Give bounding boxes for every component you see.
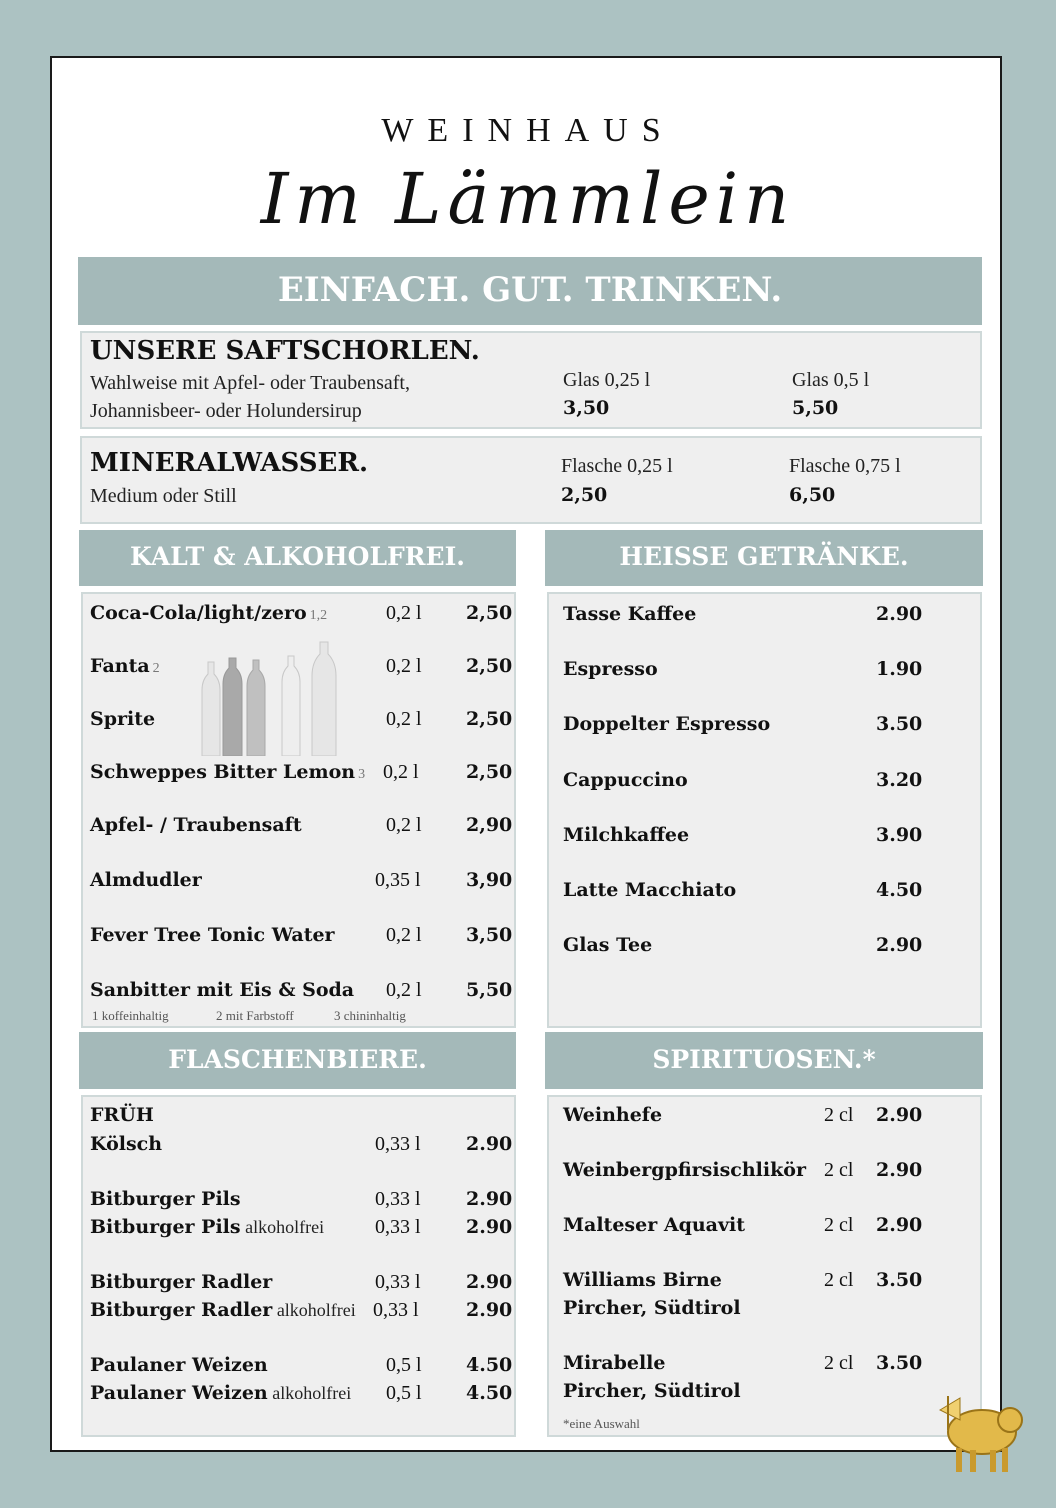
kalt-footnote-2: 2 mit Farbstoff [216, 1008, 294, 1023]
spirituosen-item-name: Weinhefe [563, 1104, 663, 1126]
brand-script-name: Im Lämmlein [260, 158, 796, 240]
kalt-item-name [90, 708, 155, 730]
saftschorlen-price-2: 5,50 [792, 397, 839, 419]
kalt-item-label: Sanbitter mit Eis & Soda [90, 979, 355, 1001]
biere-item-price: 2.90 [466, 1271, 513, 1293]
biere-item-price: 4.50 [466, 1354, 513, 1376]
biere-item-name [90, 1382, 351, 1404]
spirituosen-footnote: *eine Auswahl [563, 1416, 640, 1431]
biere-item-name [90, 1271, 272, 1293]
kalt-item-label: Fever Tree Tonic Water [90, 924, 335, 946]
heiss-item-price: 1.90 [876, 658, 923, 681]
biere-item-label: Bitburger Pils [90, 1188, 241, 1210]
mineralwasser-price-2: 6,50 [789, 484, 836, 506]
saftschorlen-price-1: 3,50 [563, 397, 610, 419]
spirituosen-item-price: 3.50 [876, 1269, 923, 1291]
biere-item-name [90, 1133, 162, 1155]
spirituosen-title: SPIRITUOSEN.* [652, 1045, 876, 1074]
kalt-item-price: 2,50 [466, 761, 513, 783]
kalt-item-label: Apfel- / Traubensaft [90, 814, 302, 836]
kalt-item-size: 0,2 l [386, 814, 422, 836]
biere-item-label: Bitburger Radler [90, 1271, 273, 1293]
biere-item-name [90, 1354, 268, 1376]
kalt-item-label: Fanta [90, 655, 150, 677]
spirituosen-item-sub: Pircher, Südtirol [563, 1380, 741, 1402]
headline-band [78, 257, 982, 325]
kalt-title: KALT & ALKOHOLFREI. [130, 542, 465, 571]
kalt-band [79, 530, 516, 586]
heiss-item-name: Doppelter Espresso [563, 713, 771, 736]
spirituosen-item-name: Mirabelle [563, 1352, 666, 1374]
biere-item-size: 0,33 l [375, 1133, 421, 1155]
biere-item-size: 0,5 l [386, 1382, 422, 1404]
kalt-item-size: 0,2 l [386, 979, 422, 1001]
spirituosen-item-size: 2 cl [824, 1352, 854, 1374]
biere-brand-label: FRÜH [90, 1104, 154, 1126]
kalt-item-name [90, 869, 202, 891]
spirituosen-item-name: Malteser Aquavit [563, 1214, 746, 1236]
kalt-item-label: Sprite [90, 708, 156, 730]
lamb-logo-icon [930, 1390, 1026, 1478]
heiss-item-price: 3.20 [876, 768, 923, 791]
biere-item-extra: alkoholfrei [267, 1383, 352, 1403]
saftschorlen-desc-1: Wahlweise mit Apfel- oder Traubensaft, [90, 372, 410, 394]
kalt-item-price: 2,50 [466, 708, 513, 730]
biere-item-label: Bitburger Pils [90, 1216, 241, 1238]
kalt-item-size: 0,2 l [386, 602, 422, 624]
biere-title: FLASCHENBIERE. [168, 1045, 427, 1074]
biere-item-price: 2.90 [466, 1299, 513, 1321]
kalt-item-note: 1,2 [309, 608, 328, 623]
heiss-item-price: 3.90 [876, 823, 923, 846]
kalt-item-name [90, 924, 335, 946]
kalt-item-size: 0,2 l [386, 924, 422, 946]
heiss-title: HEISSE GETRÄNKE. [619, 542, 909, 571]
biere-item-size: 0,33 l [375, 1216, 421, 1238]
saftschorlen-size-1: Glas 0,25 l [563, 369, 651, 391]
kalt-item-note: 3 [358, 767, 366, 782]
heiss-item-price: 2.90 [876, 603, 923, 625]
spirituosen-item-price: 2.90 [876, 1104, 923, 1126]
kalt-item-price: 2,90 [466, 814, 513, 836]
spirituosen-item-size: 2 cl [824, 1159, 854, 1181]
saftschorlen-desc-2: Johannisbeer- oder Holundersirup [90, 400, 362, 422]
saftschorlen-title: UNSERE SAFTSCHORLEN. [90, 336, 480, 366]
kalt-footnote-3: 3 chininhaltig [334, 1008, 406, 1023]
spirituosen-item-name: Williams Birne [563, 1269, 722, 1291]
biere-item-size: 0,33 l [375, 1188, 421, 1210]
heiss-item-price: 3.50 [876, 713, 923, 736]
spirituosen-band [545, 1032, 983, 1089]
kalt-item-label: Coca-Cola/light/zero [90, 602, 307, 624]
kalt-item-name [90, 602, 327, 624]
kalt-item-name [90, 761, 365, 783]
biere-item-label: Paulaner Weizen [90, 1382, 268, 1404]
bottles-illustration [196, 640, 352, 756]
spirituosen-item-price: 3.50 [876, 1352, 923, 1374]
spirituosen-item-price: 2.90 [876, 1214, 923, 1236]
spirituosen-item-price: 2.90 [876, 1159, 923, 1181]
spirituosen-item-sub: Pircher, Südtirol [563, 1297, 741, 1319]
biere-item-size: 0,33 l [373, 1299, 419, 1321]
kalt-item-price: 2,50 [466, 602, 513, 624]
kalt-item-size: 0,35 l [375, 869, 421, 891]
kalt-item-price: 3,50 [466, 924, 513, 946]
kalt-item-name [90, 814, 302, 836]
biere-item-label: Bitburger Radler [90, 1299, 273, 1321]
saftschorlen-size-2: Glas 0,5 l [792, 369, 870, 391]
kalt-item-label: Almdudler [90, 869, 202, 891]
kalt-item-size: 0,2 l [386, 708, 422, 730]
kalt-item-size: 0,2 l [386, 655, 422, 677]
heiss-item-name: Cappuccino [563, 768, 688, 791]
biere-item-extra: alkoholfrei [272, 1300, 356, 1320]
mineralwasser-title: MINERALWASSER. [90, 448, 368, 478]
kalt-footnote-1: 1 koffeinhaltig [92, 1008, 169, 1023]
heiss-band [545, 530, 983, 586]
spirituosen-item-size: 2 cl [824, 1269, 854, 1291]
heiss-item-price: 2.90 [876, 934, 923, 957]
heiss-item-name: Espresso [563, 658, 658, 681]
mineralwasser-price-1: 2,50 [561, 484, 608, 506]
brand-weinhaus: WEINHAUS [381, 112, 675, 149]
heiss-item-name: Latte Macchiato [563, 879, 737, 901]
mineralwasser-desc: Medium oder Still [90, 485, 237, 507]
biere-item-price: 4.50 [466, 1382, 513, 1404]
heiss-item-name: Milchkaffee [563, 823, 690, 846]
kalt-item-price: 5,50 [466, 979, 513, 1001]
biere-item-label: Paulaner Weizen [90, 1354, 268, 1376]
biere-item-label: Kölsch [90, 1133, 163, 1155]
biere-item-size: 0,33 l [375, 1271, 421, 1293]
spirituosen-item-size: 2 cl [824, 1214, 854, 1236]
kalt-item-name [90, 979, 354, 1001]
heiss-item-name: Tasse Kaffee [563, 603, 697, 625]
spirituosen-item-size: 2 cl [824, 1104, 854, 1126]
biere-item-name [90, 1188, 241, 1210]
kalt-item-name [90, 655, 160, 677]
kalt-item-price: 2,50 [466, 655, 513, 677]
heiss-item-name: Glas Tee [563, 934, 653, 957]
biere-item-price: 2.90 [466, 1133, 513, 1155]
biere-item-price: 2.90 [466, 1216, 513, 1238]
spirituosen-item-name: Weinbergpfirsischlikör [563, 1159, 806, 1181]
biere-item-name [90, 1299, 356, 1321]
heiss-item-price: 4.50 [876, 879, 923, 901]
headline-text: EINFACH. GUT. TRINKEN. [277, 270, 783, 310]
kalt-item-note: 2 [152, 661, 160, 676]
biere-item-name [90, 1216, 324, 1238]
mineralwasser-size-1: Flasche 0,25 l [561, 455, 673, 477]
biere-item-extra: alkoholfrei [240, 1217, 325, 1237]
kalt-item-price: 3,90 [466, 869, 513, 891]
kalt-item-size: 0,2 l [383, 761, 419, 783]
biere-item-price: 2.90 [466, 1188, 513, 1210]
biere-band [79, 1032, 516, 1089]
kalt-item-label: Schweppes Bitter Lemon [90, 761, 356, 783]
mineralwasser-size-2: Flasche 0,75 l [789, 455, 901, 477]
biere-item-size: 0,5 l [386, 1354, 422, 1376]
